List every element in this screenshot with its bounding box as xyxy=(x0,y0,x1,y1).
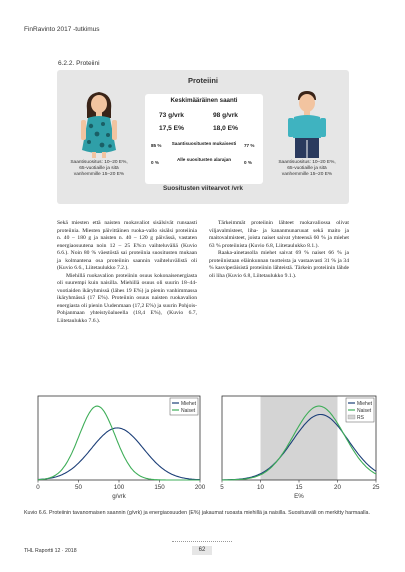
man-illustration xyxy=(283,88,331,158)
x-tick-label: 20 xyxy=(334,484,341,491)
legend-label-miehet: Miehet xyxy=(357,401,373,407)
recommended-label: Saantisuositusten mukaisesti xyxy=(171,141,237,146)
average-intake-box xyxy=(145,94,263,184)
legend-label-miehet: Miehet xyxy=(181,401,197,407)
paragraph: Sekä miesten että naisten ruokavaliot sisälsivät runsaasti proteiinia. Miesten päivittäinen ruoka-vallo sisälsi proteiinia n. 40 – 180 g ja naisten n. 40 – 120 g päivässä, vastaten energiaosuutena noin 12 – 25 E%:n vaihteluväliä (Kuvio 6.6.). Noin 80 % väestöstä sai proteiinia suositusten mukaan ja kolmantena osa proteiinin saannin vaihteluvälistä oli (Kuvio 6.6., Liitetaulukko 7.2.). xyxy=(57,220,197,271)
series-line-miehet xyxy=(38,428,200,480)
protein-e-distribution-chart xyxy=(208,394,380,502)
running-header: FinRavinto 2017 -tutkimus xyxy=(24,26,100,33)
protein-infobox xyxy=(57,70,349,204)
legend-swatch-rs xyxy=(348,415,355,419)
paragraph: Miehillä ruokavalion proteiinin osuus kokonaisenergiasta oli suurempi kuin naisilla. Miehillä osuus oli suurin 18–44-vuotiaiden ikäryhmissä (lähes 19 E%) ja pienin vanhimmassa ikäryhmässä (17 E%). Proteiinin osuus naisten ruokavalion energiasta oli pienin Uudenmaan (17,2 E%) ja suurin Pohjois-Pohjanmaan yhteistyöalueella (18,4 E%), (Kuvio 6.7, Liitetaulukko 7.6.). xyxy=(57,272,197,324)
below-label: Alle suositusten alarajan xyxy=(176,157,232,162)
legend-label-naiset: Naiset xyxy=(357,408,372,414)
left-text-column xyxy=(57,220,197,325)
x-tick-label: 0 xyxy=(36,484,40,491)
women-pct-recommended: 85 % xyxy=(151,143,162,148)
women-intake-e: 17,5 E% xyxy=(159,125,184,132)
protein-g-distribution-chart xyxy=(24,394,204,502)
x-tick-label: 200 xyxy=(194,484,206,491)
paragraph: Raaka-ainetasolla miehet saivat 69 % naiset 66 % ja proteiinistaan eläinkunnan tuotteista ja vastaavasti 31 % ja 34 % kasviperäisistä proteiinin lähteistä. Tärkein proteiinin lähde oli liha (Kuvio 6.8, Liitetaulukko 9.1.). xyxy=(209,250,349,279)
women-pct-below: 0 % xyxy=(151,160,159,165)
footer-report: THL Raportti 12 · 2018 xyxy=(24,548,77,554)
men-intake-e: 18,0 E% xyxy=(213,125,238,132)
average-intake-title: Keskimääräinen saanti xyxy=(170,97,238,104)
footer-divider xyxy=(172,541,232,542)
woman-illustration xyxy=(75,88,123,158)
right-text-column xyxy=(209,220,349,280)
legend-label-naiset: Naiset xyxy=(181,408,196,414)
women-intake-g: 73 g/vrk xyxy=(159,112,184,119)
x-axis-label: E% xyxy=(294,493,304,500)
reference-values-label: Suositusten viitearvot /vrk xyxy=(163,185,243,192)
x-tick-label: 5 xyxy=(220,484,224,491)
infobox-title: Proteiini xyxy=(187,76,218,85)
women-recommendation: Saantisuositus: 10–20 E%, 65-vuotiaille ja sitä vanhemmille 15–20 E% xyxy=(70,160,128,177)
x-tick-label: 100 xyxy=(113,484,125,491)
series-line-naiset xyxy=(38,406,200,480)
men-recommendation: Saantisuositus: 10–20 E%, 65-vuotiaille ja sitä vanhemmille 15–20 E% xyxy=(278,160,336,177)
x-tick-label: 25 xyxy=(372,484,380,491)
figure-caption: Kuvio 6.6. Proteiinin tavanomaisen saannin (g/vrk) ja energiaosuuden (E%) jakaumat ruoasta miehillä ja naisilla. Suositusväli on merkitty harmaalla. xyxy=(24,510,370,516)
section-title: 6.2.2. Proteiini xyxy=(58,60,100,67)
men-pct-recommended: 77 % xyxy=(244,143,255,148)
men-pct-below: 0 % xyxy=(244,160,252,165)
x-tick-label: 10 xyxy=(257,484,264,491)
x-tick-label: 150 xyxy=(154,484,165,491)
x-tick-label: 50 xyxy=(75,484,82,491)
x-axis-label: g/vrk xyxy=(112,493,126,500)
men-intake-g: 98 g/vrk xyxy=(213,112,238,119)
legend-label-rs: RS xyxy=(357,415,364,421)
paragraph: Tärkeimmät proteiinin lähteet ruokavaliossa olivat viljavalmisteet, liha- ja kananmunaruuat sekä maito ja maitovalmisteet, joista naiset saivat yhteensä 60 % ja miehet 63 % proteiinista (Kuvio 6.8, Liitetaulukko 8.1.). xyxy=(209,220,349,249)
x-tick-label: 15 xyxy=(295,484,303,491)
page-number: 62 xyxy=(192,546,212,555)
